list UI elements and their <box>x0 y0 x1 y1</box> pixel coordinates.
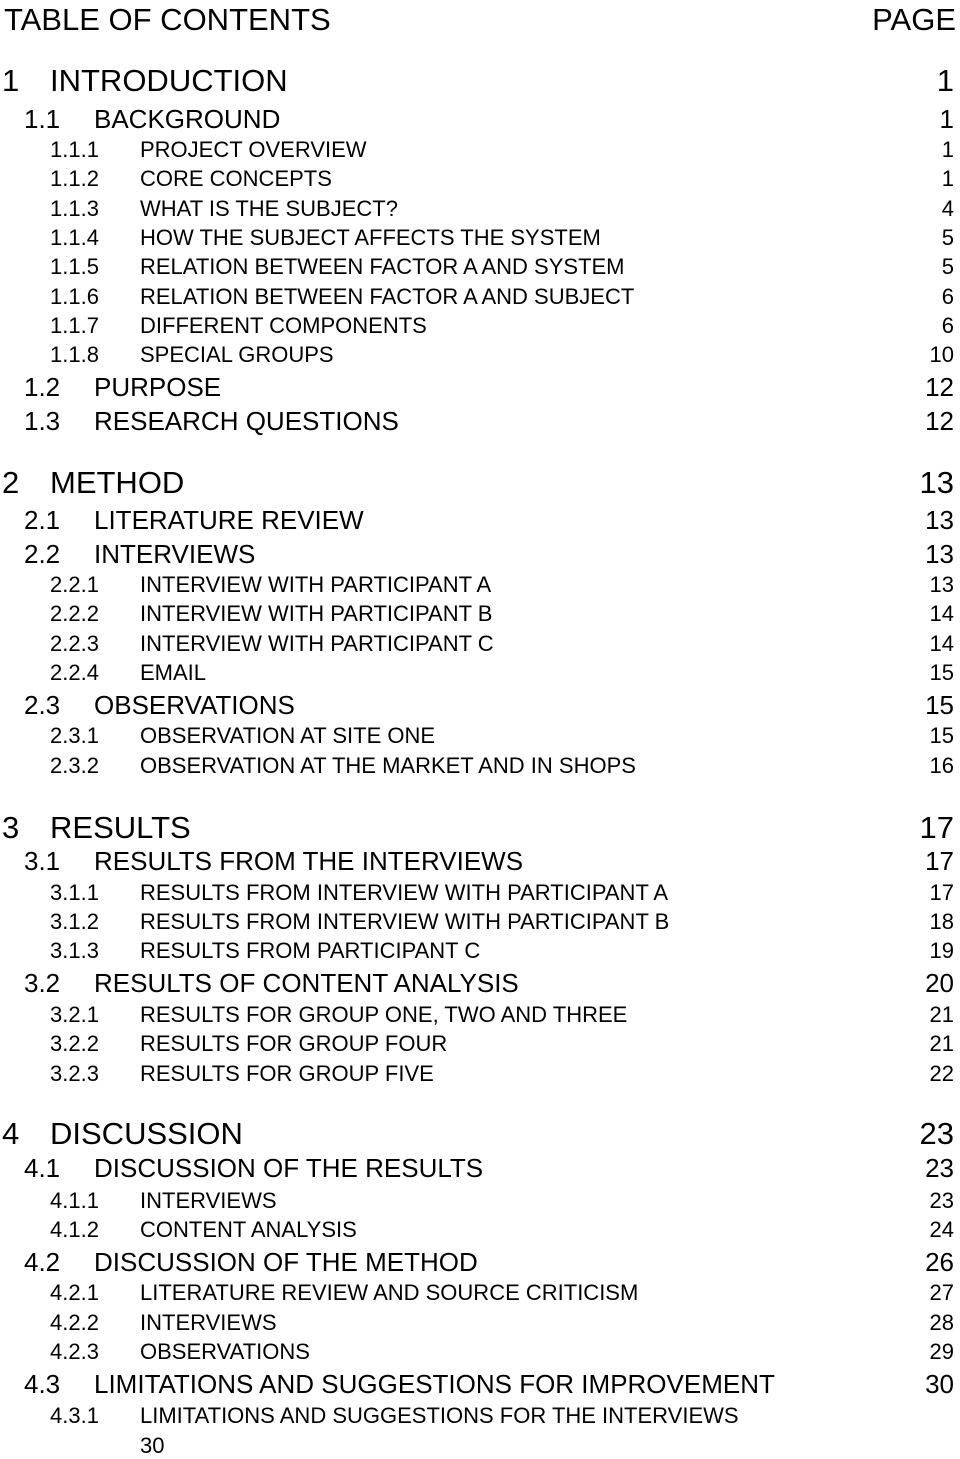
toc-entry-page: 24 <box>929 1217 954 1242</box>
toc-entry-title: LITERATURE REVIEW AND SOURCE CRITICISM <box>140 1280 639 1305</box>
toc-entry <box>0 968 960 998</box>
toc-entry-title: INTERVIEW WITH PARTICIPANT B <box>140 601 493 626</box>
toc-entry-page: 19 <box>929 938 954 963</box>
toc-entry-number: 4.2.1 <box>50 1280 99 1305</box>
toc-entry-title: WHAT IS THE SUBJECT? <box>140 196 398 221</box>
toc-entry-title: RESULTS OF CONTENT ANALYSIS <box>94 968 519 998</box>
toc-entry <box>0 660 960 686</box>
toc-entry <box>0 137 960 163</box>
toc-entry-number: 1.1.3 <box>50 196 99 221</box>
toc-entry-title: DISCUSSION OF THE METHOD <box>94 1247 478 1277</box>
toc-entry-page: 14 <box>929 631 954 656</box>
toc-entry-title: OBSERVATIONS <box>94 690 295 720</box>
toc-entry-title: LITERATURE REVIEW <box>94 505 364 535</box>
toc-entry-title: RESULTS FOR GROUP FIVE <box>140 1061 434 1086</box>
toc-entry <box>0 505 960 535</box>
toc-entry <box>0 1403 960 1429</box>
toc-entry <box>0 166 960 192</box>
toc-entry-number: 2.2.4 <box>50 660 99 685</box>
toc-entry-number: 1.1.5 <box>50 254 99 279</box>
toc-entry <box>0 104 960 134</box>
toc-entry-number: 4.2 <box>24 1247 61 1277</box>
toc-entry-number: 1.1.4 <box>50 225 99 250</box>
toc-entry-title: PURPOSE <box>94 372 222 402</box>
toc-entry <box>0 846 960 876</box>
toc-entry-number: 4.2.2 <box>50 1310 99 1335</box>
toc-entry-page: 28 <box>929 1310 954 1335</box>
toc-entry <box>0 1061 960 1087</box>
toc-entry-title: RELATION BETWEEN FACTOR A AND SUBJECT <box>140 284 635 309</box>
toc-entry-title: CONTENT ANALYSIS <box>140 1217 357 1242</box>
toc-entry <box>0 572 960 598</box>
toc-entry-page: 21 <box>929 1031 954 1056</box>
toc-entry-page: 30 <box>140 1433 165 1458</box>
toc-entry-title: DISCUSSION <box>50 1116 243 1151</box>
toc-entry-page: 27 <box>929 1280 954 1305</box>
toc-entry-number: 3.2.2 <box>50 1031 99 1056</box>
toc-entry-page: 1 <box>941 166 954 191</box>
toc-entry-number: 1.1.7 <box>50 313 99 338</box>
toc-entry-page: 15 <box>929 723 954 748</box>
toc-entry-page: 23 <box>929 1188 954 1213</box>
toc-entry-title: RESULTS <box>50 810 191 845</box>
toc-entry-number: 4.1.2 <box>50 1217 99 1242</box>
toc-entry-number: 3.2.1 <box>50 1002 99 1027</box>
toc-entry <box>0 690 960 720</box>
toc-entry-number: 1.1.1 <box>50 137 99 162</box>
toc-entry <box>0 1369 960 1399</box>
toc-entry <box>0 1217 960 1243</box>
toc-entry-page: 23 <box>925 1153 954 1183</box>
toc-entry-number: 3.1.1 <box>50 880 99 905</box>
toc-entry <box>0 225 960 251</box>
toc-entry-page: 26 <box>925 1247 954 1277</box>
toc-entry-page: 5 <box>941 225 954 250</box>
toc-entry <box>0 1153 960 1183</box>
toc-entry-number: 2.2 <box>24 539 61 569</box>
toc-entry-page: 4 <box>941 196 954 221</box>
toc-entry <box>0 811 960 845</box>
toc-entry-number: 2 <box>2 465 20 500</box>
toc-entry-page: 1 <box>936 63 954 98</box>
toc-entry-title: CORE CONCEPTS <box>140 166 332 191</box>
toc-entry-title: OBSERVATION AT THE MARKET AND IN SHOPS <box>140 753 636 778</box>
toc-entry-page: 10 <box>929 342 954 367</box>
toc-entry <box>0 196 960 222</box>
toc-entry-page: 6 <box>941 313 954 338</box>
toc-entry-number: 3.1 <box>24 846 61 876</box>
toc-entry-page: 29 <box>929 1339 954 1364</box>
toc-entry-title: RELATION BETWEEN FACTOR A AND SYSTEM <box>140 254 625 279</box>
toc-entry-title: RESULTS FROM THE INTERVIEWS <box>94 846 524 876</box>
toc-entry-title: INTRODUCTION <box>50 63 288 98</box>
toc-entry-number: 4 <box>2 1116 20 1151</box>
toc-entry-title: EMAIL <box>140 660 207 685</box>
toc-entry-title: RESULTS FROM INTERVIEW WITH PARTICIPANT B <box>140 909 670 934</box>
toc-entry-number: 2.3.1 <box>50 723 99 748</box>
toc-entry <box>0 1247 960 1277</box>
toc-entry-page: 12 <box>925 372 954 402</box>
toc-entry-title: BACKGROUND <box>94 104 281 134</box>
toc-entry-title: RESULTS FROM INTERVIEW WITH PARTICIPANT A <box>140 880 669 905</box>
toc-entry-title: RESULTS FROM PARTICIPANT C <box>140 938 481 963</box>
toc-entry-title: RESEARCH QUESTIONS <box>94 406 399 436</box>
toc-entry <box>0 1031 960 1057</box>
toc-entry-number: 4.3 <box>24 1369 61 1399</box>
toc-entry <box>0 1339 960 1365</box>
toc-entry-title: HOW THE SUBJECT AFFECTS THE SYSTEM <box>140 225 601 250</box>
toc-entry-title: DISCUSSION OF THE RESULTS <box>94 1153 484 1183</box>
toc-entry-page: 17 <box>925 846 954 876</box>
toc-entry-title: OBSERVATIONS <box>140 1339 310 1364</box>
toc-title: TABLE OF CONTENTS <box>4 2 331 37</box>
toc-entry-number: 1.2 <box>24 372 61 402</box>
toc-entry-number: 4.1.1 <box>50 1188 99 1213</box>
toc-entry <box>0 1117 960 1151</box>
toc-entry <box>0 372 960 402</box>
page-column-label: PAGE <box>872 2 956 37</box>
toc-entry <box>0 909 960 935</box>
toc-entry-page: 13 <box>925 539 954 569</box>
toc-entry-title: PROJECT OVERVIEW <box>140 137 367 162</box>
toc-entry-number: 2.3.2 <box>50 753 99 778</box>
toc-entry-page: 13 <box>929 572 954 597</box>
toc-entry-title: OBSERVATION AT SITE ONE <box>140 723 436 748</box>
toc-entry-page: 15 <box>925 690 954 720</box>
toc-entry-number: 4.1 <box>24 1153 61 1183</box>
toc-entry-number: 3 <box>2 810 20 845</box>
toc-entry-page: 1 <box>941 137 954 162</box>
toc-entry-title: LIMITATIONS AND SUGGESTIONS FOR IMPROVEMENT <box>94 1369 775 1399</box>
toc-entry-title: RESULTS FOR GROUP FOUR <box>140 1031 448 1056</box>
toc-entry-page: 20 <box>925 968 954 998</box>
toc-entry <box>0 723 960 749</box>
toc-entry <box>0 342 960 368</box>
toc-entry <box>0 254 960 280</box>
toc-entry-page: 22 <box>929 1061 954 1086</box>
toc-entry <box>0 313 960 339</box>
toc-entry-page: 15 <box>929 660 954 685</box>
toc-entry <box>0 880 960 906</box>
toc-entry-title: INTERVIEWS <box>140 1310 277 1335</box>
toc-entry-page: 14 <box>929 601 954 626</box>
toc-entry-title: RESULTS FOR GROUP ONE, TWO AND THREE <box>140 1002 628 1027</box>
toc-entry-title: INTERVIEWS <box>140 1188 277 1213</box>
toc-entry <box>0 753 960 779</box>
toc-entry-number: 3.2.3 <box>50 1061 99 1086</box>
toc-entry-page: 23 <box>919 1116 954 1151</box>
toc-entry-page: 17 <box>929 880 954 905</box>
toc-entry-page: 21 <box>929 1002 954 1027</box>
toc-entry <box>0 406 960 436</box>
toc-entry-number: 1.3 <box>24 406 61 436</box>
toc-entry <box>0 631 960 657</box>
toc-entry <box>0 1188 960 1214</box>
toc-entry-number: 2.2.2 <box>50 601 99 626</box>
toc-entry-page: 12 <box>925 406 954 436</box>
toc-entry-page: 1 <box>939 104 954 134</box>
toc-entry-number: 2.1 <box>24 505 61 535</box>
toc-entry-number: 2.2.3 <box>50 631 99 656</box>
toc-entry-number: 4.2.3 <box>50 1339 99 1364</box>
toc-entry <box>0 284 960 310</box>
toc-entry <box>0 1310 960 1336</box>
toc-entry-number: 3.2 <box>24 968 61 998</box>
toc-entry-page: 5 <box>941 254 954 279</box>
toc-entry-number: 4.3.1 <box>50 1403 99 1428</box>
toc-entry-page: 6 <box>941 284 954 309</box>
toc-entry-title: METHOD <box>50 465 185 500</box>
toc-entry-number: 1.1.6 <box>50 284 99 309</box>
toc-entry-page: 16 <box>929 753 954 778</box>
toc-entry <box>0 466 960 500</box>
toc-entry-number: 1.1 <box>24 104 61 134</box>
toc-entry-title: SPECIAL GROUPS <box>140 342 334 367</box>
toc-entry-number: 3.1.3 <box>50 938 99 963</box>
toc-entry-title: INTERVIEW WITH PARTICIPANT C <box>140 631 494 656</box>
toc-entry-title: INTERVIEW WITH PARTICIPANT A <box>140 572 492 597</box>
toc-entry-title: DIFFERENT COMPONENTS <box>140 313 427 338</box>
toc-entry-number: 1.1.2 <box>50 166 99 191</box>
toc-entry-title: INTERVIEWS <box>94 539 256 569</box>
toc-header <box>4 2 956 38</box>
toc-entry-number: 3.1.2 <box>50 909 99 934</box>
toc-entry-number: 2.3 <box>24 690 61 720</box>
toc-entry-page: 17 <box>919 810 954 845</box>
toc-entry-number: 1 <box>2 63 20 98</box>
toc-entry-page: 13 <box>925 505 954 535</box>
toc-entry-title: LIMITATIONS AND SUGGESTIONS FOR THE INTERVIEWS <box>140 1403 739 1428</box>
toc-entry <box>0 1280 960 1306</box>
toc-entry-number: 2.2.1 <box>50 572 99 597</box>
toc-entry-number: 1.1.8 <box>50 342 99 367</box>
toc-entry-page: 30 <box>925 1369 954 1399</box>
toc-entry <box>0 601 960 627</box>
toc-entry-page: 13 <box>919 465 954 500</box>
toc-entry <box>0 539 960 569</box>
toc-entry <box>0 1002 960 1028</box>
toc-entry <box>0 64 960 98</box>
toc-entry-page: 18 <box>929 909 954 934</box>
toc-entry <box>0 938 960 964</box>
